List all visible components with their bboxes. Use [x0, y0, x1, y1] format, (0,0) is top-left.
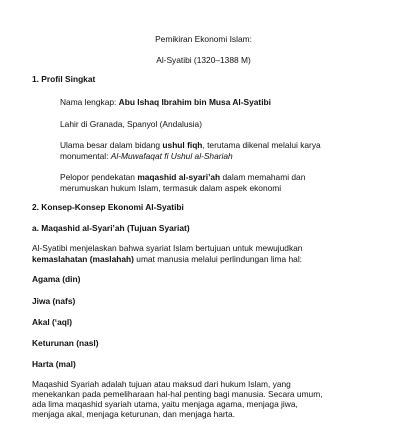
paragraph-line: menekankan pada pemeliharaan hal-hal penting bagi manusia. Secara umum,: [32, 389, 323, 399]
scholar2-text-a: monumental:: [60, 151, 111, 161]
list-item: Akal (‘aql): [32, 317, 73, 327]
profile-pioneer-line-1: [60, 172, 305, 183]
profile-name: [60, 97, 271, 108]
paragraph-line: Maqashid Syariah adalah tujuan atau maksud dari hukum Islam, yang: [32, 379, 291, 389]
intro-emphasis: kemaslahatan (maslahah): [32, 254, 134, 264]
profile-pioneer-line-2: merumuskan hukum Islam, termasuk dalam aspek ekonomi: [60, 183, 282, 193]
pioneer-text-a: Pelopor pendekatan: [60, 172, 138, 182]
intro-line-1: Al-Syatibi menjelaskan bahwa syariat Islam bertujuan untuk mewujudkan: [32, 243, 303, 253]
intro-rest: umat manusia melalui perlindungan lima hal:: [133, 254, 303, 264]
paragraph-line: ada lima maqashid syariah utama, yaitu menjaga agama, menjaga jiwa,: [32, 399, 298, 409]
name-value: Abu Ishaq Ibrahim bin Musa Al-Syatibi: [118, 97, 271, 107]
work-title: Al-Muwafaqat fi Ushul al-Shariah: [110, 151, 233, 161]
scholar-text-a: Ulama besar dalam bidang: [60, 140, 163, 150]
scholar-text-b: ushul fiqh: [162, 140, 203, 150]
profile-birth: Lahir di Granada, Spanyol (Andalusia): [60, 119, 202, 129]
document-title: Pemikiran Ekonomi Islam:: [155, 34, 252, 44]
profile-scholar-line-2: [60, 151, 233, 162]
list-item: Harta (mal): [32, 359, 76, 369]
profile-scholar-line-1: [60, 140, 321, 151]
scholar-text-c: , terutama dikenal melalui karya: [202, 140, 321, 150]
list-item: Keturunan (nasl): [32, 338, 99, 348]
document-subtitle: Al-Syatibi (1320–1388 M): [156, 55, 251, 65]
name-label: Nama lengkap:: [60, 97, 119, 107]
pioneer-text-b: maqashid al-syari’ah: [137, 172, 221, 182]
subsection-a-heading: a. Maqashid al-Syari’ah (Tujuan Syariat): [32, 223, 190, 233]
section-1-heading: 1. Profil Singkat: [32, 74, 96, 84]
intro-line-2: [32, 254, 302, 265]
paragraph-line: menjaga akal, menjaga keturunan, dan menjaga harta.: [32, 409, 235, 419]
list-item: Agama (din): [32, 274, 81, 284]
section-2-heading: 2. Konsep-Konsep Ekonomi Al-Syatibi: [32, 202, 184, 212]
pioneer-text-c: dalam memahami dan: [220, 172, 306, 182]
list-item: Jiwa (nafs): [32, 296, 76, 306]
